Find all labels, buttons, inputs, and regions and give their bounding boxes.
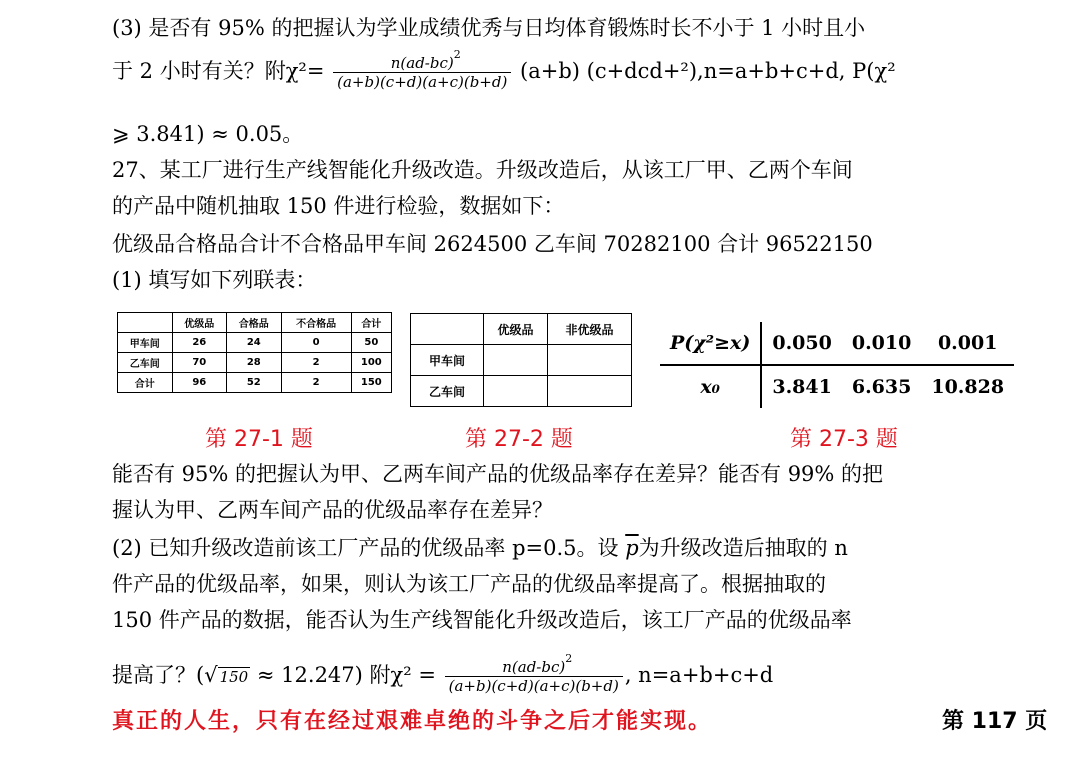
table-27-1 [117, 312, 392, 393]
q27-para2-line1: 能否有 95% 的把握认为甲、乙两车间产品的优级品率存在差异？能否有 99% 的把 [112, 462, 884, 486]
footer-motto: 真正的人生，只有在经过艰难卓绝的斗争之后才能实现。 [112, 708, 713, 734]
q27-2-line6-b: ≈ 12.247) 附χ² = [256, 663, 436, 687]
table-row [660, 322, 1014, 365]
chi-square-formula-2 [445, 652, 623, 695]
table-cell: 2 [281, 353, 351, 373]
table-row [118, 313, 392, 333]
q27-line1: 27、某工厂进行生产线智能化升级改造。升级改造后，从该工厂甲、乙两个车间 [112, 158, 853, 182]
p-bar-symbol: $\overline{p}$ [625, 536, 639, 560]
table-cell: 甲车间 [118, 333, 173, 353]
q27-2-line6-a: 提高了？(√ [112, 663, 218, 687]
table-cell: 0.001 [921, 322, 1014, 365]
q27-2-line6-c: , n=a+b+c+d [624, 663, 774, 687]
caption-27-3: 第 27-3 题 [790, 427, 898, 452]
table-cell: 150 [351, 373, 391, 393]
table-cell: 优级品 [484, 314, 548, 345]
table-cell: 0.050 [761, 322, 842, 365]
table-cell: 70 [172, 353, 227, 373]
table-row [118, 373, 392, 393]
table-cell: 52 [227, 373, 282, 393]
table-cell: 26 [172, 333, 227, 353]
formula-exponent: 2 [453, 48, 461, 61]
table-cell: 优级品 [172, 313, 227, 333]
table-cell: 乙车间 [118, 353, 173, 373]
q27-line3: 优级品合格品合计不合格品甲车间 2624500 乙车间 70282100 合计 96522150 [112, 232, 873, 256]
formula-numerator: n(ad-bc) [390, 54, 454, 72]
q27-para2-line2: 握认为甲、乙两车间产品的优级品率存在差异？ [112, 498, 553, 522]
table-cell: 100 [351, 353, 391, 373]
table-cell [484, 345, 548, 376]
q26-3-line2-prefix: 于 2 小时有关？附χ²= [112, 59, 325, 83]
table-27-2 [410, 313, 632, 407]
q26-3-line2-suffix: (a+b) (c+dcd+²),n=a+b+c+d, P(χ² [520, 59, 896, 83]
table-cell: 3.841 [772, 376, 832, 398]
table-row [660, 365, 1014, 408]
q27-2-text-a: (2) 已知升级改造前该工厂产品的优级品率 p=0.5。设 [112, 536, 626, 560]
table-row [411, 314, 632, 345]
table-27-3 [660, 322, 1014, 408]
table-row [118, 333, 392, 353]
table-cell: 96 [172, 373, 227, 393]
table-cell: 合计 [118, 373, 173, 393]
table-cell: 合计 [351, 313, 391, 333]
q27-para2-line3 [112, 534, 848, 562]
q27-line4: (1) 填写如下列联表： [112, 268, 317, 292]
formula-denominator: (a+b)(c+d)(a+c)(b+d) [337, 73, 508, 91]
chi-square-formula [333, 48, 511, 91]
table-cell: 合格品 [227, 313, 282, 333]
table-cell: x₀ [660, 365, 761, 408]
table-cell: 甲车间 [411, 345, 484, 376]
table-row [411, 376, 632, 407]
table-cell: 28 [227, 353, 282, 373]
table-cell: 50 [351, 333, 391, 353]
table-cell: 2 [281, 373, 351, 393]
table-cell: 24 [227, 333, 282, 353]
formula-exponent: 2 [565, 652, 573, 665]
q26-3-line3: ⩾ 3.841) ≈ 0.05。 [112, 122, 304, 146]
table-row [411, 345, 632, 376]
table-row [118, 353, 392, 373]
table-cell: P(χ²≥x) [660, 322, 761, 365]
table-cell [548, 345, 632, 376]
q27-para2-line6 [112, 652, 774, 695]
page-number: 第 117 页 [942, 709, 1048, 734]
formula-numerator: n(ad-bc) [502, 658, 566, 676]
caption-27-1: 第 27-1 题 [205, 427, 313, 452]
table-cell [548, 376, 632, 407]
table-cell [118, 313, 173, 333]
table-cell [411, 314, 484, 345]
q27-line2: 的产品中随机抽取 150 件进行检验，数据如下： [112, 194, 565, 218]
formula-denominator: (a+b)(c+d)(a+c)(b+d) [448, 677, 619, 695]
q27-para2-line4: 件产品的优级品率，如果，则认为该工厂产品的优级品率提高了。根据抽取的 [112, 572, 826, 596]
table-cell [484, 376, 548, 407]
table-cell: 乙车间 [411, 376, 484, 407]
sqrt-150: 150 [219, 668, 249, 686]
table-cell: 不合格品 [281, 313, 351, 333]
q27-2-text-b: 为升级改造后抽取的 n [638, 536, 848, 560]
table-cell: 非优级品 [548, 314, 632, 345]
table-cell: 10.828 [931, 376, 1005, 398]
table-cell: 0.010 [842, 322, 922, 365]
caption-27-2: 第 27-2 题 [465, 427, 573, 452]
table-cell: 0 [281, 333, 351, 353]
q26-3-line2 [112, 48, 896, 91]
q27-para2-line5: 150 件产品的数据，能否认为生产线智能化升级改造后，该工厂产品的优级品率 [112, 608, 852, 632]
q26-3-line1: (3) 是否有 95% 的把握认为学业成绩优秀与日均体育锻炼时长不小于 1 小时且小 [112, 16, 866, 40]
table-cell: 6.635 [851, 376, 912, 398]
